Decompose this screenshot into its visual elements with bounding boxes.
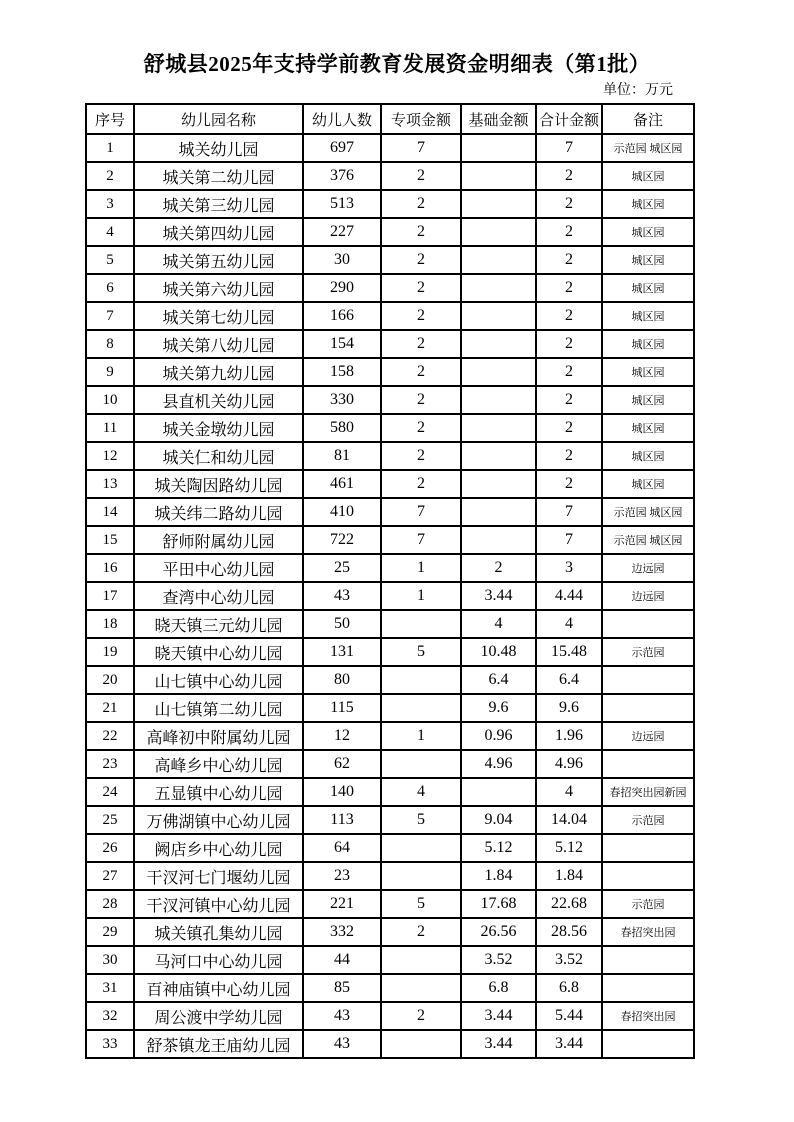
- cell-special-amount: 4: [381, 778, 461, 806]
- cell-children-count: 697: [303, 134, 381, 162]
- cell-kindergarten-name: 百神庙镇中心幼儿园: [134, 974, 303, 1002]
- cell-total-amount: 15.48: [536, 638, 602, 666]
- cell-index: 12: [86, 442, 134, 470]
- cell-base-amount: [461, 778, 536, 806]
- cell-index: 4: [86, 218, 134, 246]
- table-row: [86, 554, 694, 582]
- cell-special-amount: 2: [381, 1002, 461, 1030]
- cell-kindergarten-name: 干汊河七门堰幼儿园: [134, 862, 303, 890]
- table-row: [86, 274, 694, 302]
- cell-index: 1: [86, 134, 134, 162]
- table-row: [86, 358, 694, 386]
- cell-remark: 边远园: [602, 582, 694, 610]
- cell-special-amount: 2: [381, 162, 461, 190]
- cell-special-amount: 2: [381, 918, 461, 946]
- cell-special-amount: [381, 694, 461, 722]
- cell-index: 32: [86, 1002, 134, 1030]
- cell-kindergarten-name: 城关仁和幼儿园: [134, 442, 303, 470]
- cell-children-count: 113: [303, 806, 381, 834]
- table-row: [86, 498, 694, 526]
- col-header-kindergarten-name: 幼儿园名称: [134, 104, 303, 134]
- cell-remark: [602, 862, 694, 890]
- cell-index: 29: [86, 918, 134, 946]
- cell-total-amount: 4: [536, 778, 602, 806]
- cell-children-count: 513: [303, 190, 381, 218]
- cell-children-count: 81: [303, 442, 381, 470]
- cell-total-amount: 7: [536, 526, 602, 554]
- table-row: [86, 722, 694, 750]
- cell-index: 22: [86, 722, 134, 750]
- cell-base-amount: [461, 302, 536, 330]
- cell-total-amount: 2: [536, 358, 602, 386]
- cell-base-amount: [461, 246, 536, 274]
- cell-base-amount: 6.8: [461, 974, 536, 1002]
- cell-kindergarten-name: 舒茶镇龙王庙幼儿园: [134, 1030, 303, 1058]
- cell-special-amount: 5: [381, 806, 461, 834]
- cell-kindergarten-name: 城关陶因路幼儿园: [134, 470, 303, 498]
- table-row: [86, 414, 694, 442]
- cell-special-amount: 2: [381, 414, 461, 442]
- cell-special-amount: 2: [381, 274, 461, 302]
- table-row: [86, 470, 694, 498]
- cell-children-count: 43: [303, 582, 381, 610]
- cell-children-count: 12: [303, 722, 381, 750]
- cell-remark: 示范园 城区园: [602, 526, 694, 554]
- cell-base-amount: [461, 190, 536, 218]
- col-header-remark: 备注: [602, 104, 694, 134]
- table-row: [86, 134, 694, 162]
- col-header-special-amount: 专项金额: [381, 104, 461, 134]
- cell-index: 17: [86, 582, 134, 610]
- cell-total-amount: 3: [536, 554, 602, 582]
- cell-remark: 示范园: [602, 890, 694, 918]
- cell-children-count: 154: [303, 330, 381, 358]
- cell-base-amount: 3.44: [461, 582, 536, 610]
- cell-remark: 春招突出园新园: [602, 778, 694, 806]
- cell-children-count: 44: [303, 946, 381, 974]
- cell-children-count: 166: [303, 302, 381, 330]
- table-row: [86, 1030, 694, 1058]
- cell-index: 25: [86, 806, 134, 834]
- cell-index: 15: [86, 526, 134, 554]
- cell-children-count: 330: [303, 386, 381, 414]
- cell-base-amount: [461, 414, 536, 442]
- cell-kindergarten-name: 城关镇孔集幼儿园: [134, 918, 303, 946]
- cell-special-amount: 2: [381, 218, 461, 246]
- cell-kindergarten-name: 城关纬二路幼儿园: [134, 498, 303, 526]
- cell-special-amount: 7: [381, 134, 461, 162]
- cell-index: 13: [86, 470, 134, 498]
- table-row: [86, 442, 694, 470]
- cell-children-count: 64: [303, 834, 381, 862]
- cell-remark: 示范园 城区园: [602, 498, 694, 526]
- cell-children-count: 30: [303, 246, 381, 274]
- cell-base-amount: [461, 218, 536, 246]
- table-row: [86, 834, 694, 862]
- cell-remark: 城区园: [602, 162, 694, 190]
- cell-base-amount: 6.4: [461, 666, 536, 694]
- cell-children-count: 131: [303, 638, 381, 666]
- cell-total-amount: 1.96: [536, 722, 602, 750]
- cell-children-count: 43: [303, 1030, 381, 1058]
- table-row: [86, 806, 694, 834]
- table-row: [86, 862, 694, 890]
- cell-special-amount: 2: [381, 302, 461, 330]
- cell-special-amount: 2: [381, 442, 461, 470]
- cell-index: 16: [86, 554, 134, 582]
- cell-total-amount: 2: [536, 302, 602, 330]
- header-row: [86, 104, 694, 134]
- cell-base-amount: [461, 526, 536, 554]
- cell-kindergarten-name: 马河口中心幼儿园: [134, 946, 303, 974]
- col-header-children-count: 幼儿人数: [303, 104, 381, 134]
- cell-special-amount: [381, 946, 461, 974]
- cell-special-amount: [381, 834, 461, 862]
- cell-index: 10: [86, 386, 134, 414]
- table-row: [86, 778, 694, 806]
- cell-remark: 城区园: [602, 218, 694, 246]
- cell-total-amount: 4.96: [536, 750, 602, 778]
- cell-special-amount: [381, 750, 461, 778]
- cell-base-amount: [461, 498, 536, 526]
- cell-remark: [602, 974, 694, 1002]
- cell-index: 9: [86, 358, 134, 386]
- cell-children-count: 140: [303, 778, 381, 806]
- cell-remark: 城区园: [602, 274, 694, 302]
- cell-children-count: 227: [303, 218, 381, 246]
- cell-base-amount: 3.44: [461, 1030, 536, 1058]
- cell-index: 19: [86, 638, 134, 666]
- cell-total-amount: 5.44: [536, 1002, 602, 1030]
- cell-remark: 城区园: [602, 386, 694, 414]
- cell-children-count: 158: [303, 358, 381, 386]
- cell-total-amount: 2: [536, 246, 602, 274]
- cell-index: 8: [86, 330, 134, 358]
- cell-special-amount: 2: [381, 190, 461, 218]
- cell-base-amount: 26.56: [461, 918, 536, 946]
- cell-kindergarten-name: 高峰乡中心幼儿园: [134, 750, 303, 778]
- table-row: [86, 610, 694, 638]
- cell-index: 11: [86, 414, 134, 442]
- table-body: [86, 134, 694, 1058]
- table-row: [86, 666, 694, 694]
- cell-remark: [602, 666, 694, 694]
- cell-base-amount: [461, 386, 536, 414]
- cell-total-amount: 5.12: [536, 834, 602, 862]
- cell-kindergarten-name: 舒师附属幼儿园: [134, 526, 303, 554]
- cell-special-amount: 5: [381, 638, 461, 666]
- cell-base-amount: 17.68: [461, 890, 536, 918]
- cell-remark: 城区园: [602, 246, 694, 274]
- table-row: [86, 918, 694, 946]
- cell-base-amount: 2: [461, 554, 536, 582]
- cell-base-amount: 1.84: [461, 862, 536, 890]
- cell-base-amount: [461, 470, 536, 498]
- cell-children-count: 50: [303, 610, 381, 638]
- cell-kindergarten-name: 县直机关幼儿园: [134, 386, 303, 414]
- cell-kindergarten-name: 城关第八幼儿园: [134, 330, 303, 358]
- cell-remark: 春招突出园: [602, 1002, 694, 1030]
- table-row: [86, 750, 694, 778]
- cell-base-amount: [461, 442, 536, 470]
- cell-remark: [602, 750, 694, 778]
- cell-remark: [602, 610, 694, 638]
- cell-special-amount: [381, 862, 461, 890]
- col-header-base-amount: 基础金额: [461, 104, 536, 134]
- cell-total-amount: 28.56: [536, 918, 602, 946]
- cell-kindergarten-name: 城关金墩幼儿园: [134, 414, 303, 442]
- cell-children-count: 80: [303, 666, 381, 694]
- cell-kindergarten-name: 城关第四幼儿园: [134, 218, 303, 246]
- cell-kindergarten-name: 城关第五幼儿园: [134, 246, 303, 274]
- cell-total-amount: 2: [536, 470, 602, 498]
- cell-index: 26: [86, 834, 134, 862]
- cell-remark: 春招突出园: [602, 918, 694, 946]
- cell-base-amount: 4: [461, 610, 536, 638]
- cell-kindergarten-name: 晓天镇中心幼儿园: [134, 638, 303, 666]
- cell-total-amount: 6.8: [536, 974, 602, 1002]
- cell-children-count: 290: [303, 274, 381, 302]
- cell-base-amount: 4.96: [461, 750, 536, 778]
- cell-special-amount: [381, 1030, 461, 1058]
- cell-kindergarten-name: 查湾中心幼儿园: [134, 582, 303, 610]
- cell-kindergarten-name: 周公渡中学幼儿园: [134, 1002, 303, 1030]
- cell-remark: 城区园: [602, 190, 694, 218]
- cell-total-amount: 9.6: [536, 694, 602, 722]
- cell-index: 30: [86, 946, 134, 974]
- col-header-total-amount: 合计金额: [536, 104, 602, 134]
- cell-remark: 边远园: [602, 722, 694, 750]
- table-row: [86, 386, 694, 414]
- cell-total-amount: 2: [536, 386, 602, 414]
- cell-remark: [602, 1030, 694, 1058]
- cell-remark: [602, 834, 694, 862]
- cell-kindergarten-name: 晓天镇三元幼儿园: [134, 610, 303, 638]
- cell-remark: 城区园: [602, 358, 694, 386]
- cell-special-amount: 1: [381, 722, 461, 750]
- cell-special-amount: 5: [381, 890, 461, 918]
- cell-kindergarten-name: 城关第七幼儿园: [134, 302, 303, 330]
- cell-special-amount: 7: [381, 498, 461, 526]
- cell-base-amount: [461, 162, 536, 190]
- col-header-index: 序号: [86, 104, 134, 134]
- cell-children-count: 115: [303, 694, 381, 722]
- cell-base-amount: 9.6: [461, 694, 536, 722]
- cell-special-amount: [381, 974, 461, 1002]
- table-row: [86, 582, 694, 610]
- cell-children-count: 410: [303, 498, 381, 526]
- cell-base-amount: [461, 274, 536, 302]
- cell-kindergarten-name: 城关幼儿园: [134, 134, 303, 162]
- cell-total-amount: 22.68: [536, 890, 602, 918]
- cell-index: 21: [86, 694, 134, 722]
- cell-base-amount: 9.04: [461, 806, 536, 834]
- table-row: [86, 974, 694, 1002]
- cell-index: 31: [86, 974, 134, 1002]
- page-title: 舒城县2025年支持学前教育发展资金明细表（第1批）: [143, 52, 651, 76]
- cell-children-count: 25: [303, 554, 381, 582]
- cell-base-amount: [461, 134, 536, 162]
- table-row: [86, 694, 694, 722]
- cell-remark: 示范园: [602, 638, 694, 666]
- cell-index: 5: [86, 246, 134, 274]
- cell-children-count: 43: [303, 1002, 381, 1030]
- cell-special-amount: 2: [381, 358, 461, 386]
- cell-special-amount: 7: [381, 526, 461, 554]
- cell-children-count: 85: [303, 974, 381, 1002]
- cell-total-amount: 2: [536, 274, 602, 302]
- cell-total-amount: 2: [536, 218, 602, 246]
- cell-kindergarten-name: 山七镇中心幼儿园: [134, 666, 303, 694]
- cell-kindergarten-name: 平田中心幼儿园: [134, 554, 303, 582]
- cell-total-amount: 7: [536, 498, 602, 526]
- cell-total-amount: 2: [536, 162, 602, 190]
- cell-base-amount: 3.52: [461, 946, 536, 974]
- cell-index: 2: [86, 162, 134, 190]
- table-row: [86, 246, 694, 274]
- cell-special-amount: [381, 610, 461, 638]
- table-row: [86, 190, 694, 218]
- cell-base-amount: [461, 330, 536, 358]
- cell-total-amount: 7: [536, 134, 602, 162]
- cell-kindergarten-name: 城关第六幼儿园: [134, 274, 303, 302]
- cell-total-amount: 3.52: [536, 946, 602, 974]
- table-row: [86, 302, 694, 330]
- cell-index: 6: [86, 274, 134, 302]
- cell-total-amount: 14.04: [536, 806, 602, 834]
- cell-kindergarten-name: 阙店乡中心幼儿园: [134, 834, 303, 862]
- cell-total-amount: 1.84: [536, 862, 602, 890]
- table-row: [86, 946, 694, 974]
- cell-kindergarten-name: 城关第九幼儿园: [134, 358, 303, 386]
- cell-remark: 城区园: [602, 470, 694, 498]
- cell-base-amount: 3.44: [461, 1002, 536, 1030]
- cell-children-count: 62: [303, 750, 381, 778]
- table-row: [86, 1002, 694, 1030]
- cell-kindergarten-name: 山七镇第二幼儿园: [134, 694, 303, 722]
- cell-remark: 城区园: [602, 442, 694, 470]
- table-row: [86, 330, 694, 358]
- table-row: [86, 638, 694, 666]
- cell-kindergarten-name: 城关第三幼儿园: [134, 190, 303, 218]
- cell-base-amount: 5.12: [461, 834, 536, 862]
- cell-total-amount: 2: [536, 442, 602, 470]
- cell-children-count: 23: [303, 862, 381, 890]
- cell-remark: 示范园 城区园: [602, 134, 694, 162]
- unit-label: 单位：万元: [603, 83, 673, 98]
- cell-kindergarten-name: 万佛湖镇中心幼儿园: [134, 806, 303, 834]
- cell-index: 7: [86, 302, 134, 330]
- cell-total-amount: 2: [536, 190, 602, 218]
- cell-index: 27: [86, 862, 134, 890]
- cell-special-amount: 2: [381, 386, 461, 414]
- table-row: [86, 890, 694, 918]
- cell-remark: 城区园: [602, 414, 694, 442]
- cell-remark: [602, 694, 694, 722]
- cell-remark: [602, 946, 694, 974]
- cell-children-count: 376: [303, 162, 381, 190]
- cell-total-amount: 4.44: [536, 582, 602, 610]
- cell-special-amount: 1: [381, 582, 461, 610]
- cell-index: 18: [86, 610, 134, 638]
- funding-table: [85, 103, 695, 1059]
- cell-children-count: 332: [303, 918, 381, 946]
- cell-special-amount: 2: [381, 470, 461, 498]
- cell-index: 33: [86, 1030, 134, 1058]
- cell-kindergarten-name: 干汊河镇中心幼儿园: [134, 890, 303, 918]
- cell-special-amount: 1: [381, 554, 461, 582]
- cell-base-amount: 0.96: [461, 722, 536, 750]
- cell-kindergarten-name: 城关第二幼儿园: [134, 162, 303, 190]
- cell-total-amount: 6.4: [536, 666, 602, 694]
- cell-kindergarten-name: 五显镇中心幼儿园: [134, 778, 303, 806]
- cell-remark: 城区园: [602, 330, 694, 358]
- cell-children-count: 722: [303, 526, 381, 554]
- cell-children-count: 221: [303, 890, 381, 918]
- cell-children-count: 461: [303, 470, 381, 498]
- cell-index: 20: [86, 666, 134, 694]
- cell-index: 3: [86, 190, 134, 218]
- cell-base-amount: 10.48: [461, 638, 536, 666]
- table-row: [86, 526, 694, 554]
- cell-index: 28: [86, 890, 134, 918]
- cell-remark: 示范园: [602, 806, 694, 834]
- cell-special-amount: 2: [381, 246, 461, 274]
- cell-children-count: 580: [303, 414, 381, 442]
- cell-total-amount: 2: [536, 330, 602, 358]
- cell-kindergarten-name: 高峰初中附属幼儿园: [134, 722, 303, 750]
- cell-special-amount: 2: [381, 330, 461, 358]
- cell-index: 23: [86, 750, 134, 778]
- cell-base-amount: [461, 358, 536, 386]
- cell-total-amount: 4: [536, 610, 602, 638]
- cell-remark: 边远园: [602, 554, 694, 582]
- cell-special-amount: [381, 666, 461, 694]
- cell-remark: 城区园: [602, 302, 694, 330]
- table-row: [86, 218, 694, 246]
- cell-total-amount: 2: [536, 414, 602, 442]
- cell-index: 24: [86, 778, 134, 806]
- table-row: [86, 162, 694, 190]
- cell-total-amount: 3.44: [536, 1030, 602, 1058]
- cell-index: 14: [86, 498, 134, 526]
